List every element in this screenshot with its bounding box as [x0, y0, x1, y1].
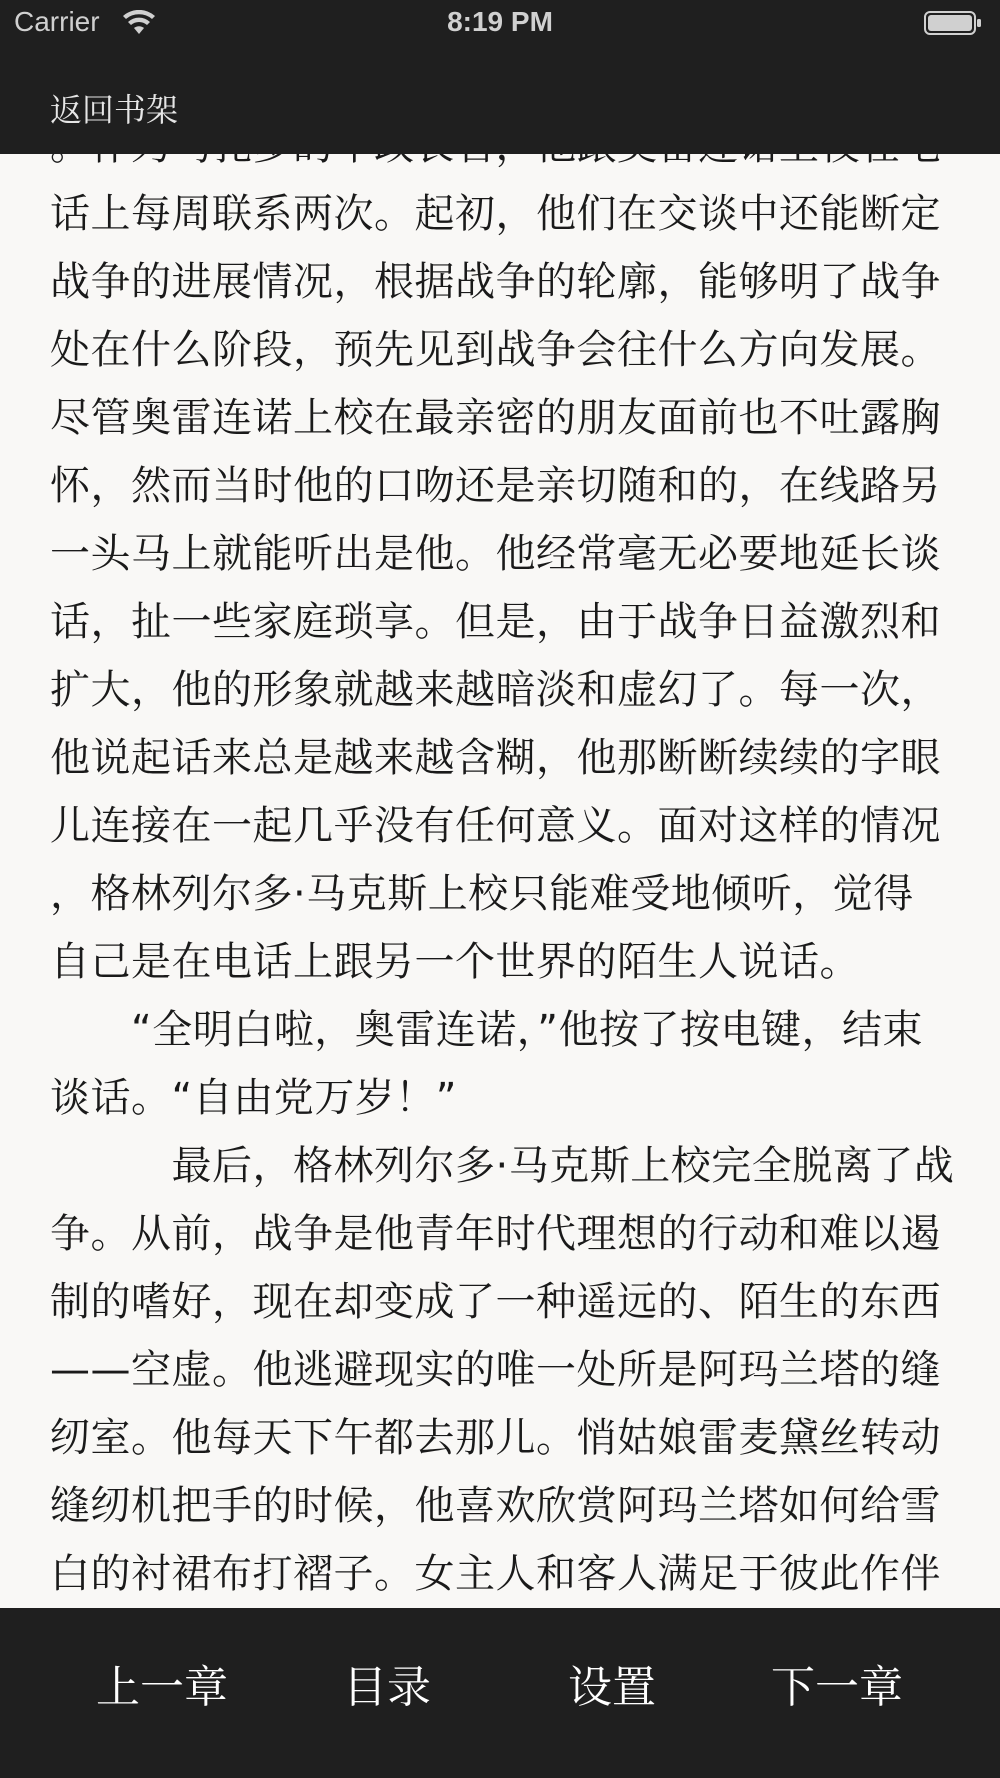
- text-line: 话上每周联系两次。起初，他们在交谈中还能断定: [50, 191, 941, 237]
- text-line: 争。从前，战争是他青年时代理想的行动和难以遏: [50, 1211, 941, 1257]
- contents-button[interactable]: 目录: [343, 1662, 431, 1713]
- settings-button[interactable]: 设置: [568, 1662, 656, 1713]
- text-line: 白的衬裙布打褶子。女主人和客人满足于彼此作伴: [50, 1551, 941, 1597]
- text-line: ，格林列尔多·马克斯上校只能难受地倾听，觉得: [50, 871, 914, 917]
- status-time: 8:19 PM: [447, 6, 553, 37]
- text-line: 最后，格林列尔多·马克斯上校完全脱离了战: [50, 1143, 955, 1189]
- text-line: 他说起话来总是越来越含糊，他那断断续续的字眼: [50, 735, 941, 781]
- text-line: 战争的进展情况，根据战争的轮廓，能够明了战争: [50, 259, 941, 305]
- bottom-toolbar: [0, 1608, 1000, 1778]
- next-chapter-button[interactable]: 下一章: [771, 1662, 903, 1713]
- text-line: 制的嗜好，现在却变成了一种遥远的、陌生的东西: [50, 1279, 941, 1325]
- text-line: 纫室。他每天下午都去那儿。悄姑娘雷麦黛丝转动: [50, 1415, 941, 1461]
- text-line: 一头马上就能听出是他。他经常毫无必要地延长谈: [50, 531, 941, 577]
- prev-chapter-button[interactable]: 上一章: [96, 1662, 228, 1713]
- carrier-label: Carrier: [14, 6, 100, 37]
- status-bar: [0, 0, 1000, 50]
- text-line: “全明白啦，奥雷连诺，”他按了按电键，结束: [50, 1007, 923, 1053]
- text-line: 扩大，他的形象就越来越暗淡和虚幻了。每一次，: [50, 667, 941, 713]
- text-line: 缝纫机把手的时候，他喜欢欣赏阿玛兰塔如何给雪: [50, 1483, 941, 1529]
- text-line: 儿连接在一起几乎没有任何意义。面对这样的情况: [50, 803, 941, 849]
- text-line: ——空虚。他逃避现实的唯一处所是阿玛兰塔的缝: [50, 1347, 941, 1393]
- text-line: 自己是在电话上跟另一个世界的陌生人说话。: [50, 939, 860, 985]
- text-line: 怀，然而当时他的口吻还是亲切随和的，在线路另: [50, 463, 941, 509]
- battery-icon: [924, 10, 982, 36]
- chapter-text: [50, 134, 955, 1608]
- text-line: 话，扯一些家庭琐享。但是，由于战争日益激烈和: [50, 599, 941, 645]
- top-navigation-bar: [0, 0, 1000, 154]
- back-to-bookshelf-button[interactable]: 返回书架: [50, 91, 179, 129]
- text-line: 谈话。“自由党万岁！”: [50, 1075, 457, 1121]
- reading-area[interactable]: [0, 134, 1000, 1608]
- text-line: 尽管奥雷连诺上校在最亲密的朋友面前也不吐露胸: [50, 395, 941, 441]
- text-line: 处在什么阶段，预先见到战争会往什么方向发展。: [50, 327, 941, 373]
